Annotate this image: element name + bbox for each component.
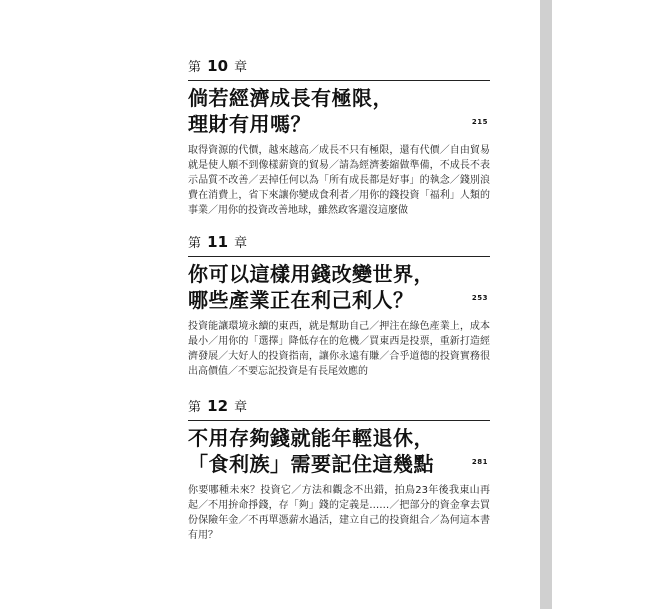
chapter-10-entry <box>188 56 490 218</box>
chapter-number: 10 <box>207 57 229 75</box>
chapter-title-line: 哪些產業正在利己利人？ <box>188 288 414 312</box>
chapter-label <box>188 232 490 252</box>
chapter-title-line: 理財有用嗎？ <box>188 112 311 136</box>
page-margin <box>552 0 655 609</box>
chapter-divider <box>188 420 490 421</box>
chapter-label-suffix: 章 <box>234 236 248 251</box>
chapter-page-number: 215 <box>471 118 488 126</box>
chapter-title-line: 你可以這樣用錢改變世界， <box>188 262 434 286</box>
chapter-description: 投資能讓環境永續的東西，就是幫助自己／押注在綠色產業上，成本最小／用你的「選擇」降低存在的危機／買東西是投票，重新打造經濟發展／大好人的投資指南，讓你永遠有賺／合乎道德的投資實務很出高價值／不要忘記投資是有長尾效應的 <box>188 321 490 377</box>
chapter-label <box>188 56 490 76</box>
chapter-description: 取得資源的代價，越來越高／成長不只有極限，還有代價／自由貿易就是使人願不到像樣薪資的貿易／請為經濟萎縮做準備，不成長不表示品質不改善／丟掉任何以為「所有成長都是好事」的執念／錢別浪費在消費上，省下來讓你變成食利者／用你的錢投資「福利」人類的事業／用你的投資改善地球，雖然政客還沒這麼做 <box>188 145 490 216</box>
chapter-label <box>188 396 490 416</box>
chapter-number: 12 <box>207 397 229 415</box>
chapter-label-prefix: 第 <box>188 236 202 251</box>
chapter-title <box>188 85 490 137</box>
chapter-title-line: 不用存夠錢就能年輕退休， <box>188 426 434 450</box>
chapter-title-line: 倘若經濟成長有極限， <box>188 86 393 110</box>
chapter-page-number: 253 <box>471 294 488 302</box>
chapter-title-line: 「食利族」需要記住這幾點 <box>188 452 434 476</box>
chapter-label-prefix: 第 <box>188 60 202 75</box>
chapter-description: 你要哪種未來？投資它／方法和觀念不出錯，拍鳥23年後我東山再起／不用拚命掙錢，存「夠」錢的定義是……／把部分的資金拿去買份保險年金／不再單憑薪水過活，建立自己的投資組合／為何這本書有用？ <box>188 485 490 541</box>
chapter-title <box>188 261 490 313</box>
chapter-label-suffix: 章 <box>234 60 248 75</box>
chapter-12-entry <box>188 396 490 543</box>
book-spine-shadow <box>540 0 552 609</box>
chapter-divider <box>188 80 490 81</box>
chapter-label-suffix: 章 <box>234 400 248 415</box>
chapter-label-prefix: 第 <box>188 400 202 415</box>
chapter-11-entry <box>188 232 490 379</box>
chapter-title <box>188 425 490 477</box>
chapter-page-number: 281 <box>471 458 488 466</box>
chapter-number: 11 <box>207 233 229 251</box>
chapter-divider <box>188 256 490 257</box>
